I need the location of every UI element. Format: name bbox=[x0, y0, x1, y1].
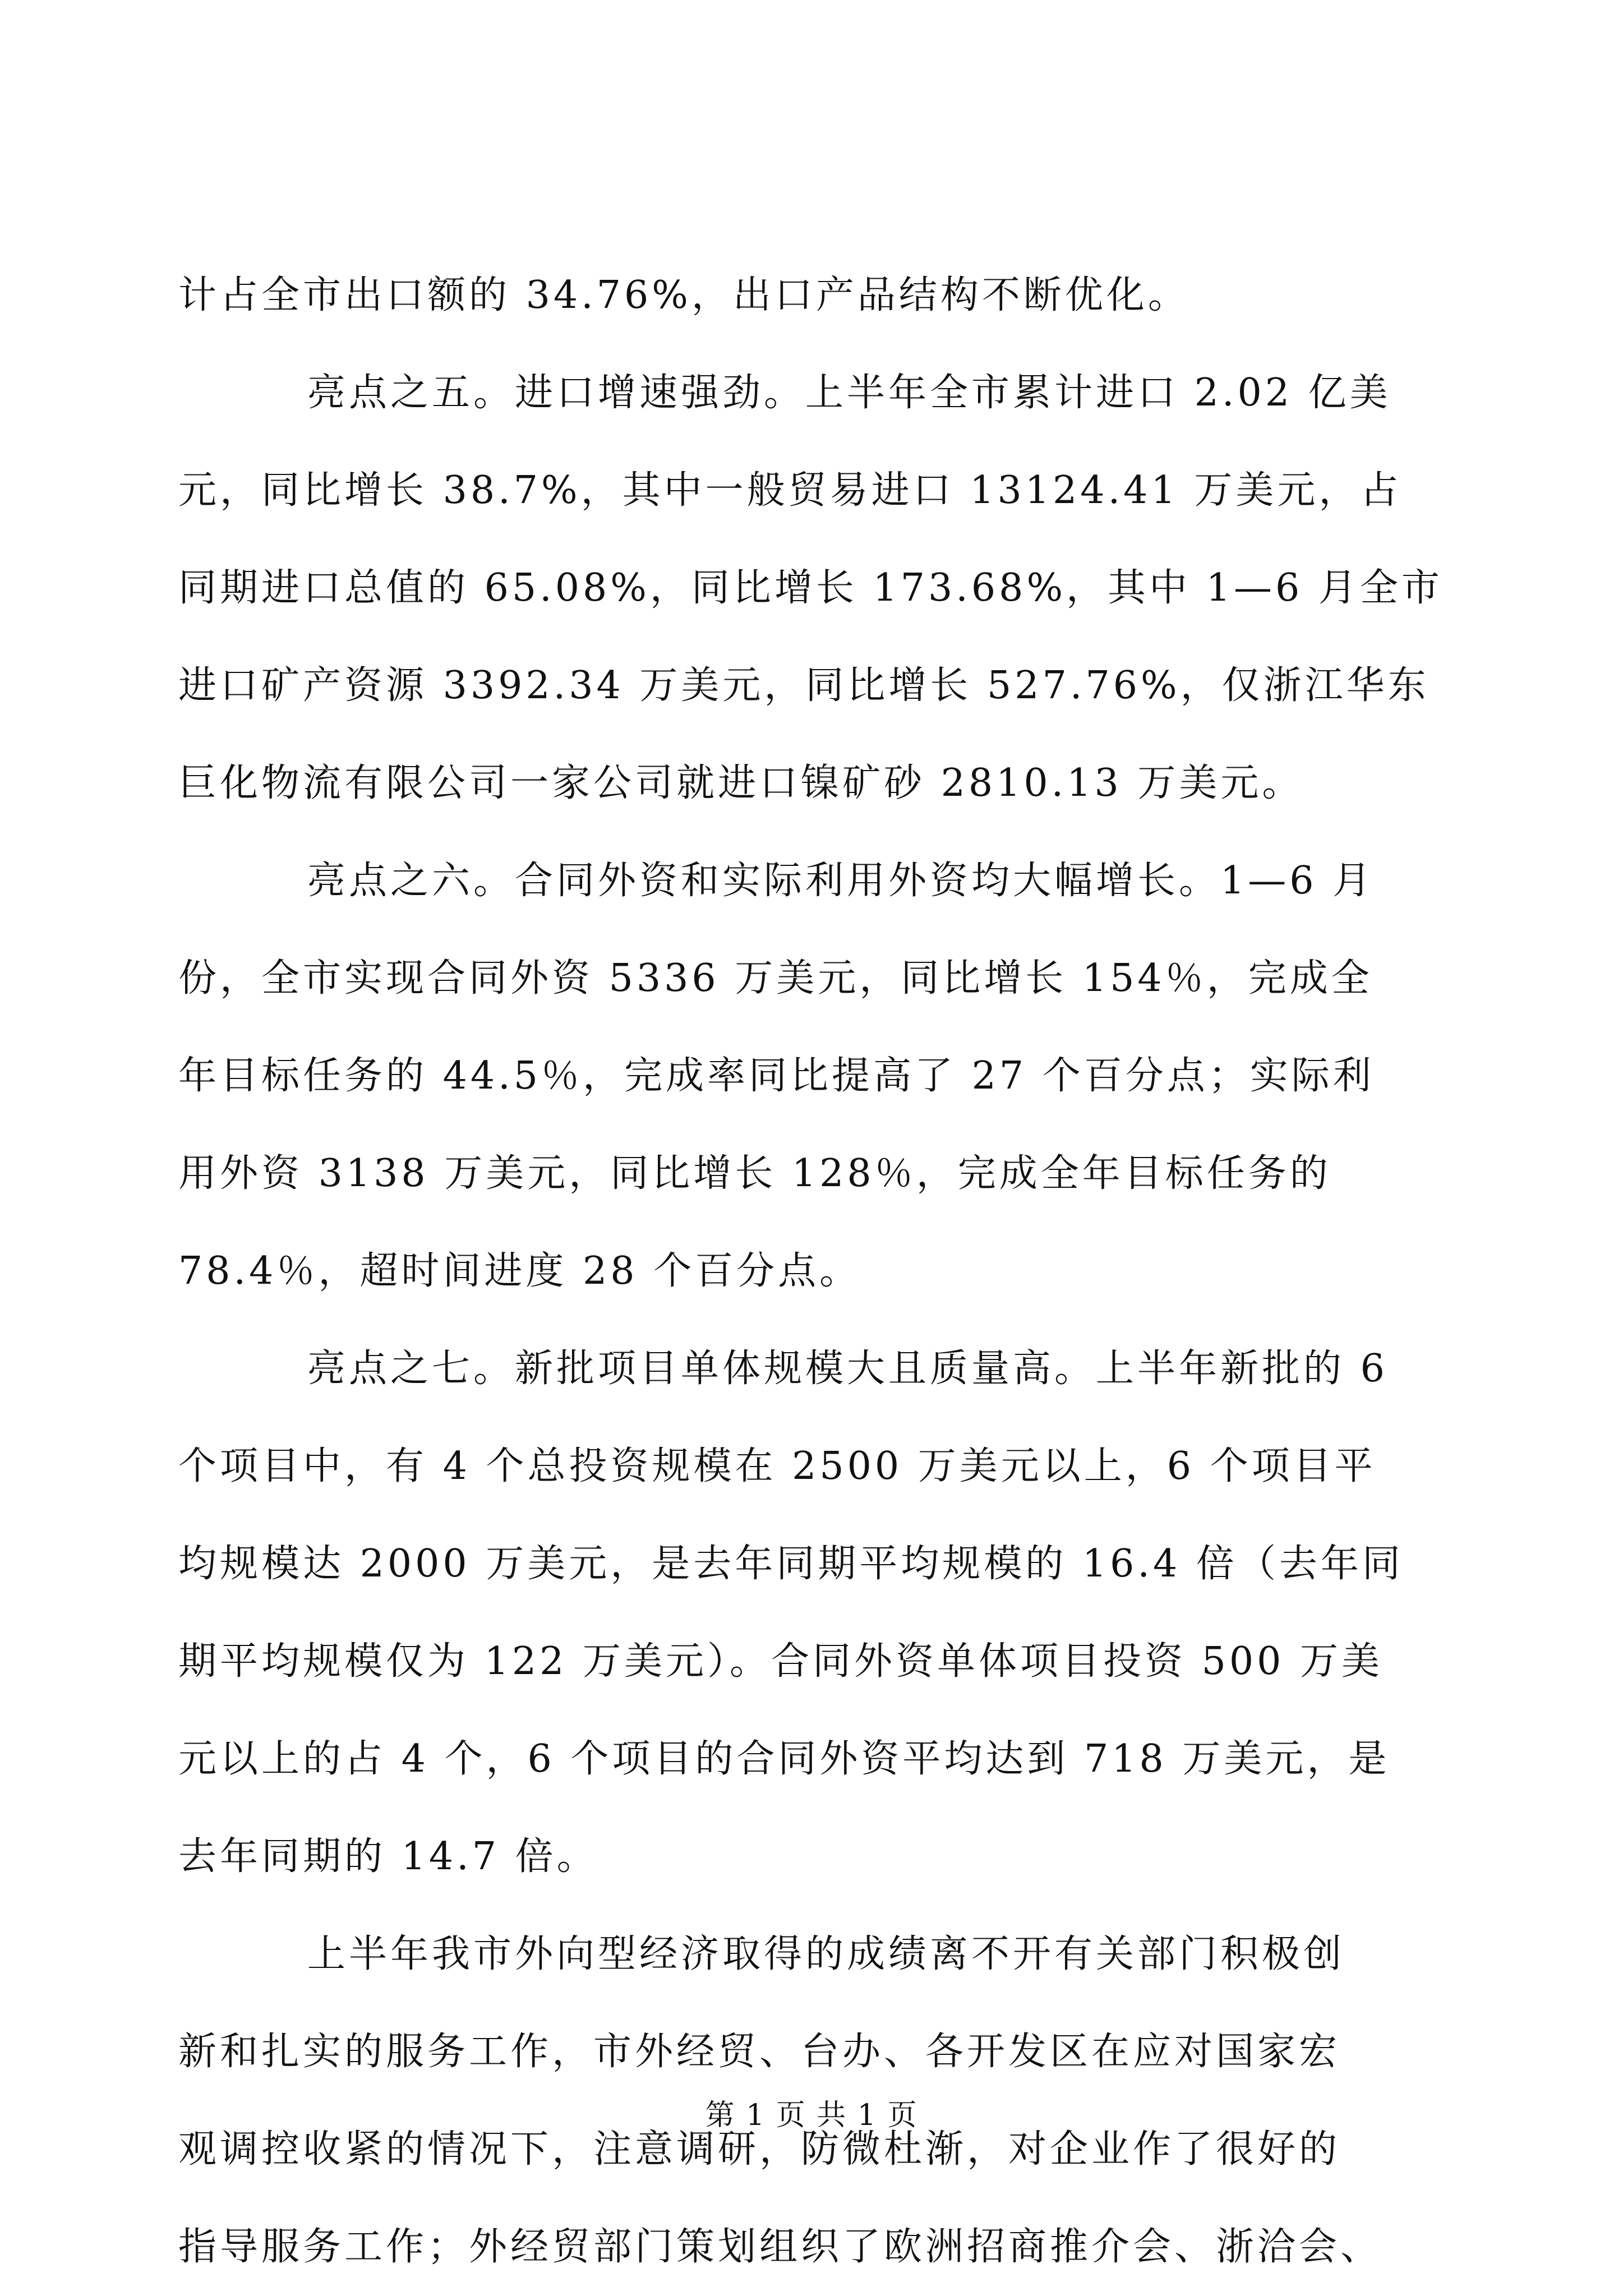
text-line: 78.4％，超时间进度 28 个百分点。 bbox=[178, 1249, 861, 1293]
text-line: 同期进口总值的 65.08%，同比增长 173.68%，其中 1—6 月全市 bbox=[178, 566, 1443, 610]
text-line: 元以上的占 4 个，6 个项目的合同外资平均达到 718 万美元，是 bbox=[178, 1737, 1390, 1781]
text-line: 元，同比增长 38.7%，其中一般贸易进口 13124.41 万美元，占 bbox=[178, 468, 1402, 513]
text-line: 年目标任务的 44.5％，完成率同比提高了 27 个百分点；实际利 bbox=[178, 1054, 1375, 1098]
text-line: 亮点之七。新批项目单体规模大且质量高。上半年新批的 6 bbox=[307, 1347, 1388, 1391]
text-line: 期平均规模仅为 122 万美元）。合同外资单体项目投资 500 万美 bbox=[178, 1639, 1384, 1684]
text-line: 去年同期的 14.7 倍。 bbox=[178, 1834, 598, 1879]
text-line: 巨化物流有限公司一家公司就进口镍矿砂 2810.13 万美元。 bbox=[178, 761, 1304, 805]
text-line: 指导服务工作；外经贸部门策划组织了欧洲招商推介会、浙洽会、 bbox=[178, 2225, 1382, 2269]
text-line: 亮点之六。合同外资和实际利用外资均大幅增长。1—6 月 bbox=[307, 859, 1375, 903]
text-line: 计占全市出口额的 34.76%，出口产品结构不断优化。 bbox=[178, 273, 1189, 317]
text-line: 用外资 3138 万美元，同比增长 128％，完成全年目标任务的 bbox=[178, 1151, 1331, 1196]
text-line: 进口矿产资源 3392.34 万美元，同比增长 527.76%，仅浙江华东 bbox=[178, 663, 1430, 708]
text-line: 份，全市实现合同外资 5336 万美元，同比增长 154％，完成全 bbox=[178, 956, 1373, 1001]
text-line: 亮点之五。进口增速强劲。上半年全市累计进口 2.02 亿美 bbox=[307, 371, 1391, 415]
text-line: 上半年我市外向型经济取得的成绩离不开有关部门积极创 bbox=[307, 1932, 1345, 1976]
document-body bbox=[178, 247, 1443, 2296]
text-line: 新和扎实的服务工作，市外经贸、台办、各开发区在应对国家宏 bbox=[178, 2030, 1341, 2074]
text-line: 均规模达 2000 万美元，是去年同期平均规模的 16.4 倍（去年同 bbox=[178, 1542, 1404, 1586]
text-line: 观调控收紧的情况下，注意调研，防微杜渐，对企业作了很好的 bbox=[178, 2127, 1341, 2171]
page-number-footer: 第 1 页 共 1 页 bbox=[705, 2099, 918, 2132]
text-line: 个项目中，有 4 个总投资规模在 2500 万美元以上，6 个项目平 bbox=[178, 1444, 1376, 1488]
